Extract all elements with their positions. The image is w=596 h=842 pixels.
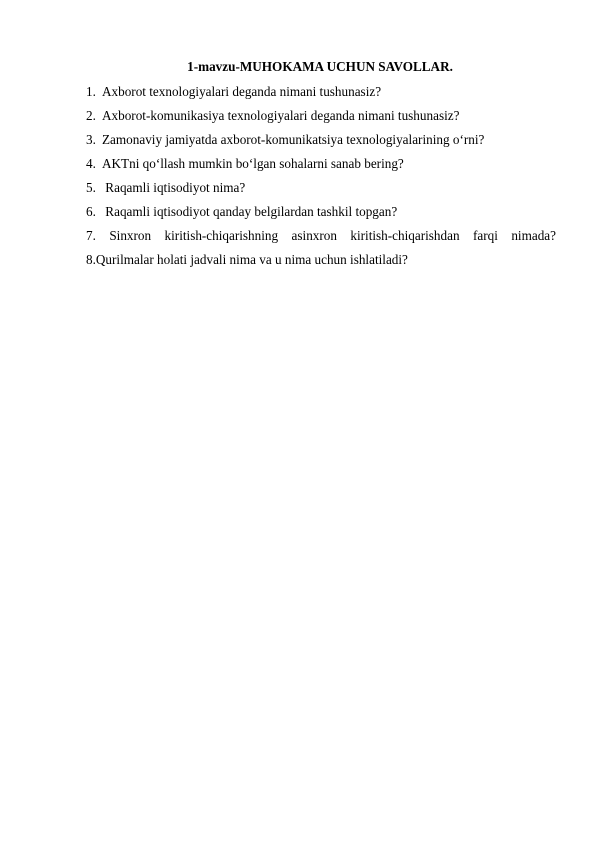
question-text: Raqamli iqtisodiyot nima? (102, 180, 246, 195)
question-text: Sinxron kiritish-chiqarishning asinxron kiritish-chiqarishdan farqi nimada? (109, 228, 556, 243)
question-number: 5. (86, 180, 96, 195)
question-item (86, 200, 556, 224)
question-item (86, 176, 556, 200)
question-number: 1. (86, 84, 96, 99)
question-item (86, 152, 556, 176)
question-number: 3. (86, 132, 96, 147)
question-item (86, 104, 556, 128)
question-number: 8. (86, 252, 96, 267)
question-number: 7. (86, 228, 96, 243)
question-item (86, 128, 556, 152)
question-list (86, 80, 556, 272)
question-item (86, 224, 556, 248)
question-number: 2. (86, 108, 96, 123)
question-text: AKTni qo‘llash mumkin bo‘lgan sohalarni sanab bering? (102, 156, 404, 171)
question-text: Qurilmalar holati jadvali nima va u nima uchun ishlatiladi? (95, 252, 408, 267)
question-text: Zamonaviy jamiyatda axborot-komunikatsiya texnologiyalarining o‘rni? (102, 132, 485, 147)
question-text: Axborot texnologiyalari deganda nimani tushunasiz? (102, 84, 382, 99)
question-number: 6. (86, 204, 96, 219)
page-title: 1-mavzu-MUHOKAMA UCHUN SAVOLLAR. (187, 59, 453, 74)
question-item (86, 80, 556, 104)
question-text: Axborot-komunikasiya texnologiyalari deganda nimani tushunasiz? (102, 108, 460, 123)
question-number: 4. (86, 156, 96, 171)
question-item (86, 248, 556, 272)
question-text: Raqamli iqtisodiyot qanday belgilardan tashkil topgan? (102, 204, 398, 219)
